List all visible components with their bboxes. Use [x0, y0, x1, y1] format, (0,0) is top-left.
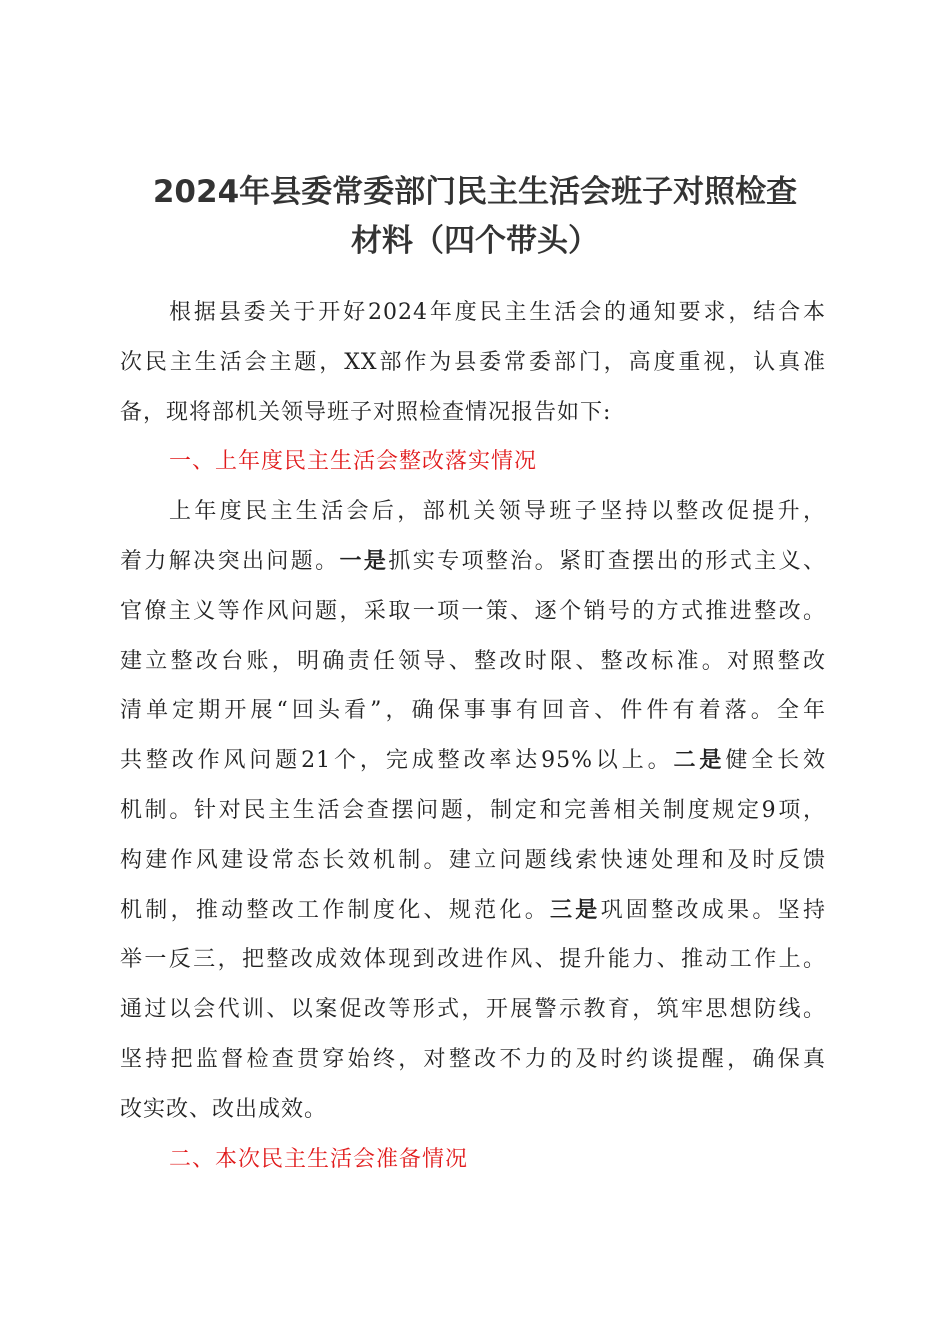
paragraph-line	[120, 791, 826, 841]
paragraph-line	[120, 1040, 826, 1090]
document-title-line-1: 2024年县委常委部门民主生活会班子对照检查	[152, 174, 798, 210]
text-segment: 抓实专项整治。紧盯查摆出的形式主义、	[388, 548, 826, 574]
section-heading	[120, 442, 826, 492]
text-segment: 根据县委关于开好2024年度民主生活会的通知要求，结合本	[169, 300, 826, 325]
text-segment: 着力解决突出问题。	[120, 548, 340, 574]
document-body	[120, 293, 826, 1189]
text-segment: 举一反三，把整改成效体现到改进作风、提升能力、推动工作上。	[120, 947, 826, 973]
paragraph-line	[120, 642, 826, 692]
paragraph-line	[120, 691, 826, 741]
text-segment: 机制，推动整改工作制度化、规范化。	[120, 897, 551, 923]
paragraph-line	[120, 293, 826, 343]
section-heading	[120, 1140, 826, 1190]
text-segment: 清单定期开展“回头看”，确保事事有回音、件件有着落。全年	[120, 698, 826, 724]
text-segment: 通过以会代训、以案促改等形式，开展警示教育，筑牢思想防线。	[120, 997, 826, 1023]
text-segment: 健全长效	[725, 748, 826, 774]
text-segment: 改实改、改出成效。	[120, 1096, 328, 1122]
text-segment: 坚持把监督检查贯穿始终，对整改不力的及时约谈提醒，确保真	[120, 1046, 826, 1072]
text-segment: 机制。针对民主生活会查摆问题，制定和完善相关制度规定9项，	[120, 797, 826, 823]
text-segment: 上年度民主生活会后，部机关领导班子坚持以整改促提升，	[169, 499, 826, 525]
text-segment: 巩固整改成果。坚持	[600, 897, 826, 923]
text-segment: 一、上年度民主生活会整改落实情况	[169, 449, 538, 475]
paragraph-line	[120, 393, 826, 443]
text-segment: 二、本次民主生活会准备情况	[169, 1146, 469, 1172]
paragraph-line	[120, 1090, 826, 1140]
bold-lead-text: 三是	[550, 897, 601, 923]
text-segment: 建立整改台账，明确责任领导、整改时限、整改标准。对照整改	[120, 648, 826, 674]
text-segment: 次民主生活会主题，XX部作为县委常委部门，高度重视，认真准	[120, 349, 826, 375]
text-segment: 备，现将部机关领导班子对照检查情况报告如下:	[120, 399, 612, 425]
paragraph-line	[120, 343, 826, 393]
paragraph-line	[120, 542, 826, 592]
text-segment: 构建作风建设常态长效机制。建立问题线索快速处理和及时反馈	[120, 847, 826, 873]
paragraph-line	[120, 990, 826, 1040]
text-segment: 共整改作风问题21个，完成整改率达95%以上。	[120, 748, 674, 774]
text-segment: 官僚主义等作风问题，采取一项一策、逐个销号的方式推进整改。	[120, 598, 826, 624]
bold-lead-text: 一是	[339, 548, 389, 574]
document-title-line-2: 材料（四个带头）	[351, 223, 599, 259]
paragraph-line	[120, 940, 826, 990]
bold-lead-text: 二是	[673, 748, 726, 774]
paragraph-line	[120, 891, 826, 941]
paragraph-line	[120, 492, 826, 542]
paragraph-line	[120, 841, 826, 891]
paragraph-line	[120, 741, 826, 791]
paragraph-line	[120, 592, 826, 642]
